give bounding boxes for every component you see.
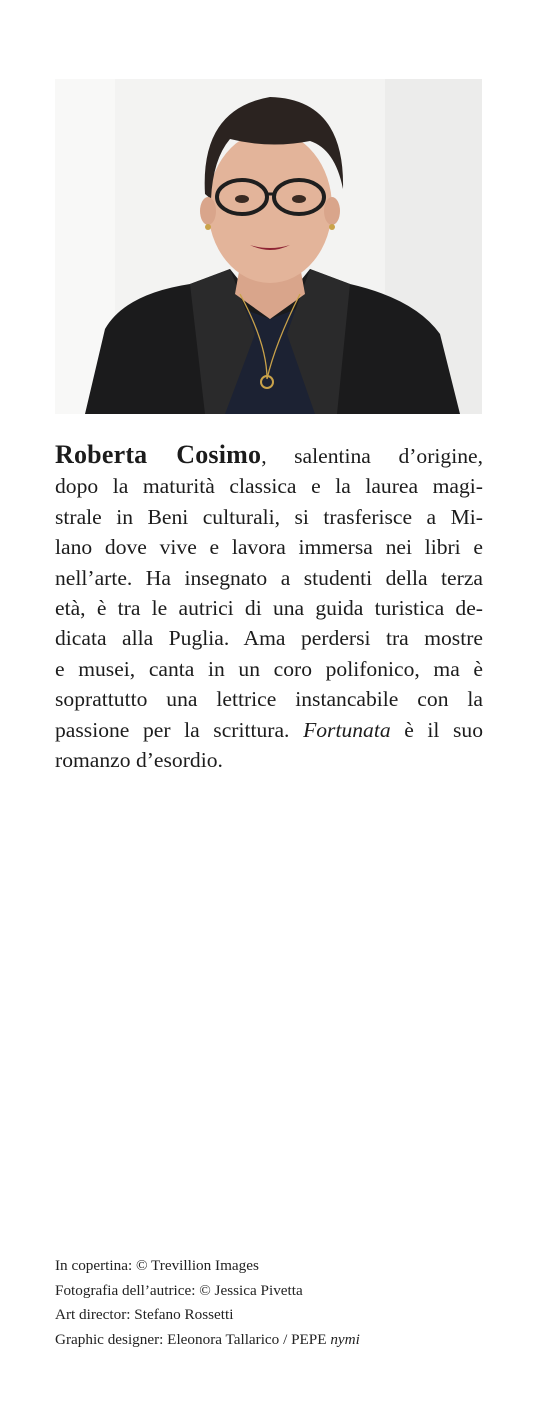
bio-line: nell’arte. Ha insegnato a studenti della terza [55, 565, 483, 590]
credit-art-director: Art director: Stefano Rossetti [55, 1306, 234, 1324]
studio-name: nymi [330, 1330, 360, 1348]
author-photo [55, 79, 482, 414]
author-name: Roberta Cosimo [55, 440, 262, 469]
bio-text: è il suo [390, 717, 484, 742]
credit-photo: Fotografia dell’autrice: © Jessica Pivetta [55, 1281, 303, 1299]
credits [55, 1254, 495, 1352]
bio-line: romanzo d’esordio. [55, 748, 223, 773]
bio-line: dicata alla Puglia. Ama perdersi tra mostre [55, 626, 483, 651]
bio-line: età, è tra le autrici di una guida turistica de- [55, 596, 483, 621]
bio-line: soprattutto una lettrice instancabile con la [55, 687, 483, 712]
credit-cover: In copertina: © Trevillion Images [55, 1257, 259, 1274]
bio-line [55, 440, 483, 471]
credit-text: Graphic designer: Eleonora Tallarico / PEPE [55, 1330, 331, 1348]
bio-text: passione per la scrittura. [55, 717, 304, 742]
bio-line: dopo la maturità classica e la laurea magi- [55, 474, 483, 499]
book-title: Fortunata [303, 717, 391, 742]
bio-line: lano dove vive e lavora immersa nei libri e [55, 535, 483, 560]
author-portrait-illustration [55, 79, 482, 414]
bio-line [55, 715, 483, 745]
bio-line: e musei, canta in un coro polifonico, ma è [55, 656, 483, 681]
bio-text: , salentina d’origine, [261, 444, 483, 468]
author-bio [55, 440, 483, 775]
credit-graphic-designer [55, 1328, 495, 1353]
bio-line: strale in Beni culturali, si trasferisce a Mi- [55, 504, 483, 529]
